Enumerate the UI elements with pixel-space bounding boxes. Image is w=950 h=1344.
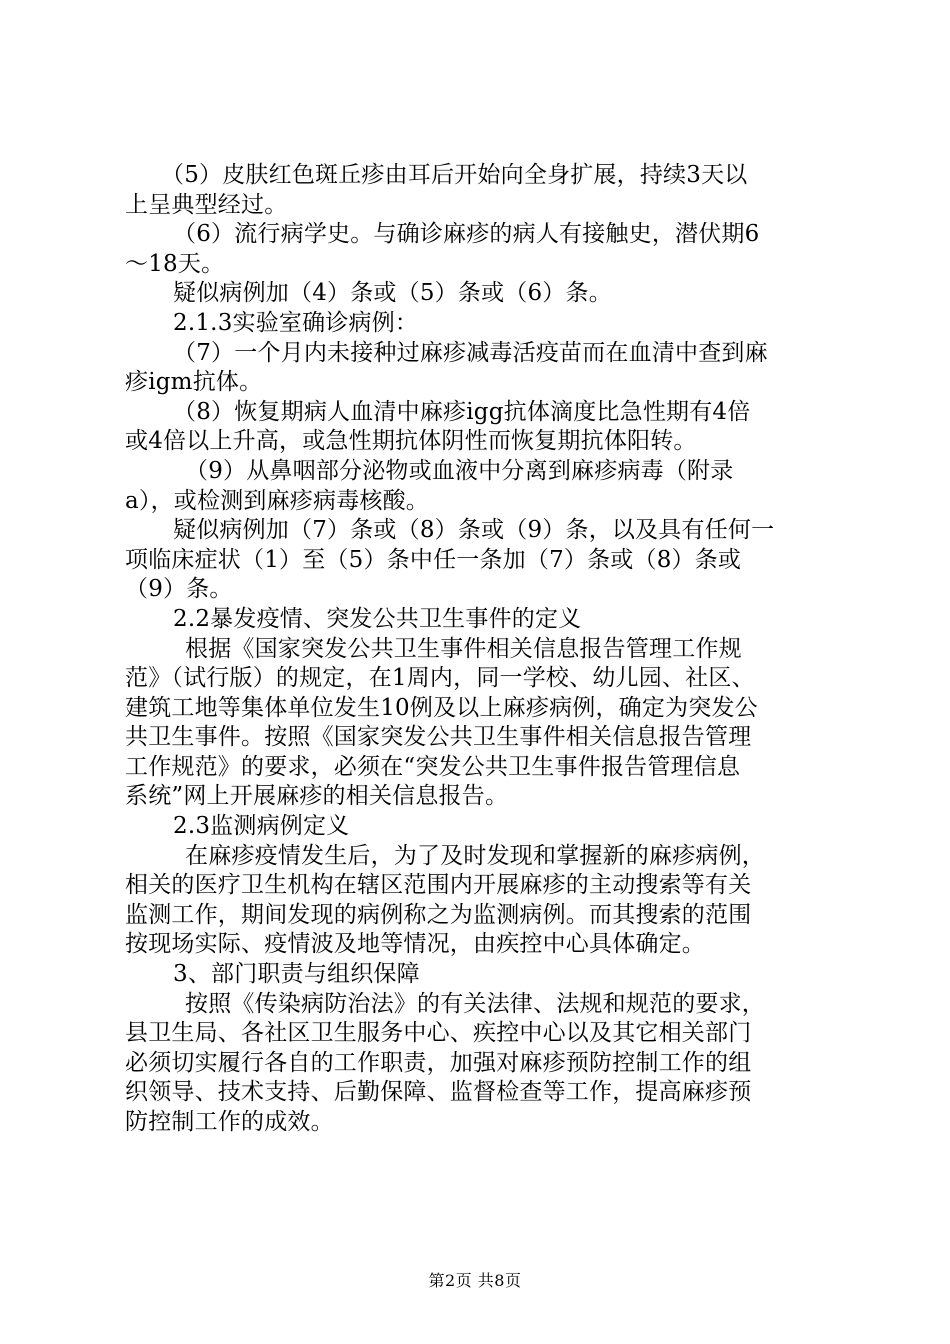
text-line: （6）流行病学史。与确诊麻疹的病人有接触史，潜伏期6 [173,221,760,248]
text-line: 或4倍以上升高，或急性期抗体阴性而恢复期抗体阳转。 [125,428,697,455]
text-line: 疹igm抗体。 [125,369,263,396]
text-line: 必须切实履行各自的工作职责，加强对麻疹预防控制工作的组 [125,1049,752,1076]
text-line: 上呈典型经过。 [125,191,288,218]
text-line: 2.2暴发疫情、突发公共卫生事件的定义 [173,605,582,632]
text-line: 2.1.3实验室确诊病例： [173,309,419,336]
text-line: 范》（试行版）的规定，在1周内，同一学校、幼儿园、社区、 [125,665,755,692]
text-line: 根据《国家突发公共卫生事件相关信息报告管理工作规 [185,635,742,662]
text-line: 监测工作，期间发现的病例称之为监测病例。而其搜索的范围 [125,901,752,928]
text-line: a），或检测到麻疹病毒核酸。 [125,487,430,514]
text-line: （9）从鼻咽部分泌物或血液中分离到麻疹病毒（附录 [185,457,734,484]
text-line: 共卫生事件。按照《国家突发公共卫生事件相关信息报告管理 [125,724,752,751]
text-line: （7）一个月内未接种过麻疹减毒活疫苗而在血清中查到麻 [173,339,768,366]
text-line: 3、部门职责与组织保障 [173,961,420,988]
page-footer: 第2页 共8页 [428,1271,522,1290]
text-line: （9）条。 [125,576,233,603]
text-line: 疑似病例加（7）条或（8）条或（9）条，以及具有任何一 [173,517,775,544]
text-line: 2.3监测病例定义 [173,813,350,840]
text-line: 按照《传染病防治法》的有关法律、法规和规范的要求， [185,990,765,1017]
document-body [125,161,837,1138]
text-line: 建筑工地等集体单位发生10例及以上麻疹病例，确定为突发公 [125,694,758,721]
text-line: 在麻疹疫情发生后，为了及时发现和掌握新的麻疹病例， [185,842,765,869]
text-line: 县卫生局、各社区卫生服务中心、疾控中心以及其它相关部门 [125,1020,752,1047]
text-line: 防控制工作的成效。 [125,1109,334,1135]
text-line: （8）恢复期病人血清中麻疹igg抗体滴度比急性期有4倍 [173,398,751,425]
text-line: 织领导、技术支持、后勤保障、监督检查等工作，提高麻疹预 [125,1079,752,1106]
text-line: 按现场实际、疫情波及地等情况，由疾控中心具体确定。 [125,931,705,958]
text-line: 工作规范》的要求，必须在“突发公共卫生事件报告管理信息 [125,753,741,780]
text-line: ～18天。 [125,250,225,277]
text-line: 系统”网上开展麻疹的相关信息报告。 [125,783,509,810]
text-line: （5）皮肤红色斑丘疹由耳后开始向全身扩展，持续3天以 [161,162,748,188]
text-line: 项临床症状（1）至（5）条中任一条加（7）条或（8）条或 [125,546,742,573]
text-line: 疑似病例加（4）条或（5）条或（6）条。 [173,280,612,307]
text-line: 相关的医疗卫生机构在辖区范围内开展麻疹的主动搜索等有关 [125,872,752,899]
